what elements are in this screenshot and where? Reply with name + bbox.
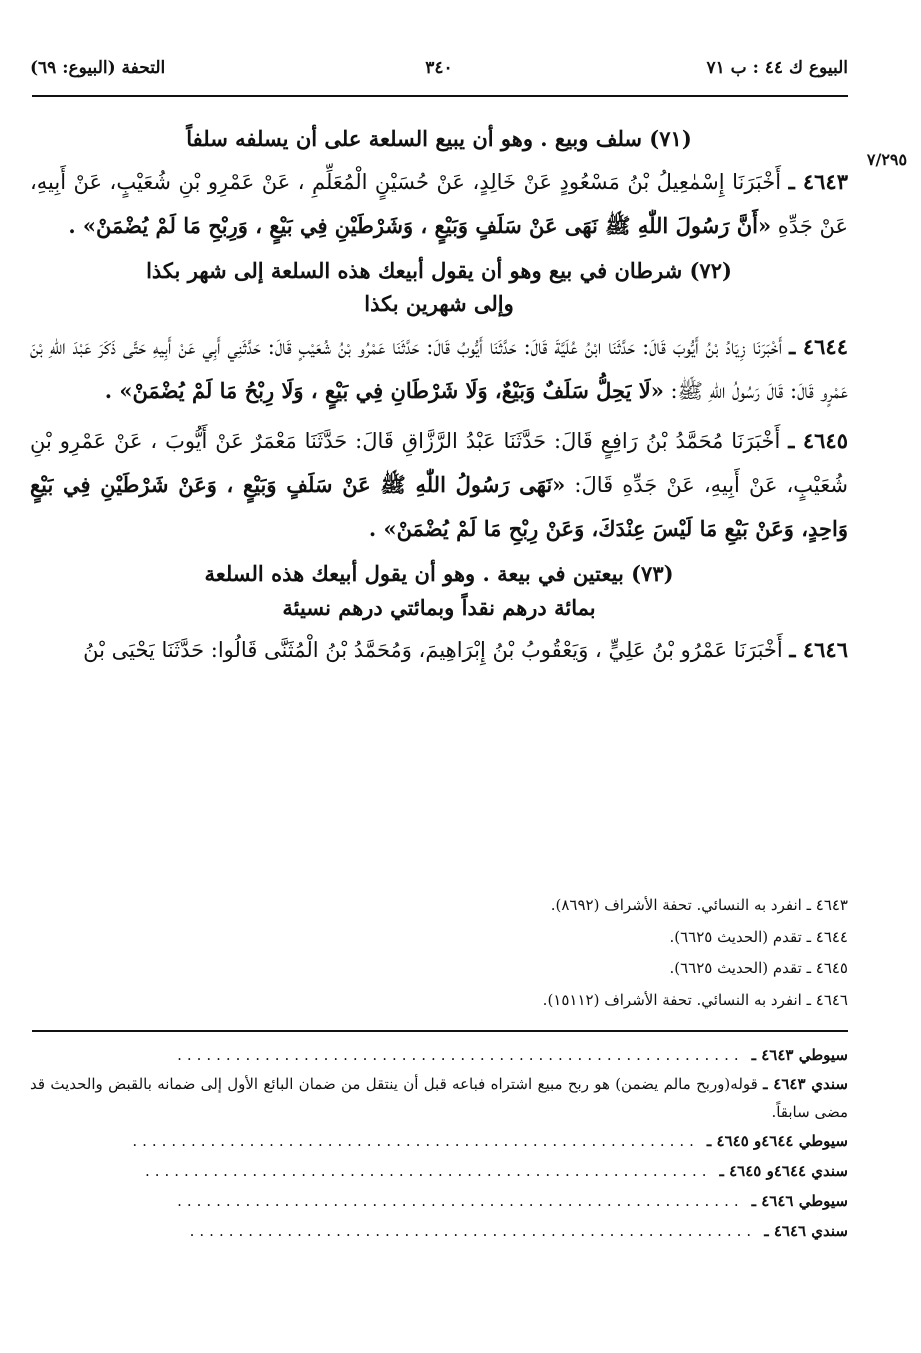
header-chapter-ref: البيوع ك ٤٤ : ب ٧١ [706, 58, 848, 78]
margin-reference: ٧/٢٩٥ [866, 150, 908, 169]
commentary-label: سندي ٤٦٤٦ ـ [764, 1222, 848, 1240]
hadith-isnad: أَخْبَرَنَا إِسْمٰعِيلُ بْنُ مَسْعُودٍ عَنْ خَالِدٍ، عَنْ حُسَيْنٍ الْمُعَلِّمِ ، عَنْ عَمْرِو بْنِ شُعَيْبٍ، عَنْ أَبِيهِ، عَنْ جَدِّهِ [30, 169, 848, 238]
hadith-isnad: أَخْبَرَنَا عَمْرُو بْنُ عَلِيٍّ ، وَيَعْقُوبُ بْنُ إِبْرَاهِيمَ، وَمُحَمَّدُ بْنُ الْمُثَنَّى قَالُوا: حَدَّثَنَا يَحْيَى بْنُ [83, 638, 783, 663]
hadith-number: ٤٦٤٤ ـ [789, 333, 848, 359]
main-text [30, 118, 848, 678]
dotted-leader: .......................................................... [177, 1192, 744, 1210]
hadith-4643 [30, 160, 848, 248]
commentary-line [30, 1040, 848, 1070]
footnote: ٤٦٤٥ ـ تقدم (الحديث ٦٦٢٥). [669, 959, 848, 977]
header-tuhfa-ref: التحفة (البيوع: ٦٩) [30, 58, 166, 78]
header-divider [32, 95, 848, 97]
hadith-number: ٤٦٤٣ ـ [788, 168, 848, 194]
commentary-label: سندي ٤٦٤٤و ٤٦٤٥ ـ [719, 1162, 848, 1180]
commentary-label: سندي ٤٦٤٣ ـ [763, 1075, 848, 1093]
footnote: ٤٦٤٣ ـ انفرد به النسائي. تحفة الأشراف (٨٦٩٢). [550, 896, 848, 914]
hadith-matn: «لَا يَحِلُّ سَلَفٌ وَبَيْعٌ، وَلَا شَرْطَانِ فِي بَيْعٍ ، وَلَا رِبْحُ مَا لَمْ يُضْمَنْ» . [104, 377, 664, 403]
hadith-number: ٤٦٤٦ ـ [789, 637, 848, 663]
chapter-heading-72 [30, 254, 848, 321]
page-number: ٣٤٠ [425, 58, 453, 78]
hadith-matn: «نَهَى رَسُولُ اللّٰهِ ﷺ عَنْ سَلَفٍ وَبَيْعٍ ، وَعَنْ شَرْطَيْنِ فِي بَيْعٍ وَاحِدٍ، وَعَنْ بَيْعِ مَا لَيْسَ عِنْدَكَ، وَعَنْ رِبْحِ مَا لَمْ يُضْمَنْ» . [30, 472, 848, 542]
hadith-4644 [30, 325, 848, 413]
heading-line: وإلى شهرين بكذا [364, 291, 514, 317]
commentary-section [30, 1040, 848, 1246]
hadith-4646 [30, 628, 848, 672]
hadith-isnad: أَخْبَرَنَا مُحَمَّدُ بْنُ رَافِعٍ قَالَ: حَدَّثَنَا عَبْدُ الرَّزَّاقِ قَالَ: حَدَّثَنَا مَعْمَرٌ عَنْ أَيُّوبَ ، عَنْ عَمْرِو بْنِ شُعَيْبٍ، عَنْ أَبِيهِ، عَنْ جَدِّهِ قَالَ: [30, 428, 848, 498]
heading-line: بمائة درهم نقداً وبمائتي درهم نسيئة [282, 594, 596, 620]
hadith-isnad: أَخْبَرَنَا زِيَادُ بْنُ أَيُّوبَ قَالَ: حَدَّثَنَا ابْنُ عُلَيَّةَ قَالَ: حَدَّثَنَا أَيُّوبُ قَالَ: حَدَّثَنَا عَمْرُو بْنُ شُعَيْبٍ قَالَ: حَدَّثَنِي أَبِي عَنْ أَبِيهِ حَتَّى ذَكَرَ عَبْدَ اللّٰهِ بْنَ عَمْرٍو قَالَ: قَالَ رَسُولُ اللّٰهِ ﷺ: [30, 334, 848, 403]
commentary-line [30, 1156, 848, 1186]
dotted-leader: .......................................................... [177, 1046, 744, 1064]
heading-line: (٧١) سلف وبيع . وهو أن يبيع السلعة على أن يسلفه سلفاً [186, 126, 692, 151]
chapter-heading-73 [30, 557, 848, 624]
footnote: ٤٦٤٤ ـ تقدم (الحديث ٦٦٢٥). [669, 927, 848, 946]
heading-line: (٧٢) شرطان في بيع وهو أن يقول أبيعك هذه السلعة إلى شهر بكذا [146, 257, 732, 283]
commentary-text: قوله(وربح مالم يضمن) هو ربح مبيع اشتراه فباعه قبل أن ينتقل من ضمان البائع الأول إلى ضمانه بالقبض والحديث قد مضى سابقاً. [30, 1075, 848, 1121]
footnotes [30, 890, 848, 1016]
hadith-4645 [30, 419, 848, 551]
commentary-label: سيوطي ٤٦٤٤و ٤٦٤٥ ـ [706, 1132, 848, 1150]
commentary-paragraph [30, 1070, 848, 1126]
dotted-leader: .......................................................... [132, 1132, 699, 1150]
hadith-matn: «أَنَّ رَسُولَ اللّٰهِ ﷺ نَهَى عَنْ سَلَفٍ وَبَيْعٍ ، وَشَرْطَيْنِ فِي بَيْعٍ ، وَرِبْحِ مَا لَمْ يُضْمَنْ» . [68, 212, 772, 238]
dotted-leader: .......................................................... [144, 1162, 712, 1180]
running-header [30, 58, 848, 88]
commentary-line [30, 1126, 848, 1156]
hadith-number: ٤٦٤٥ ـ [788, 427, 848, 453]
footnote: ٤٦٤٦ ـ انفرد به النسائي. تحفة الأشراف (١٥١١٢). [542, 990, 848, 1009]
commentary-label: سيوطي ٤٦٤٦ ـ [751, 1192, 848, 1210]
heading-line: (٧٣) بيعتين في بيعة . وهو أن يقول أبيعك هذه السلعة [204, 561, 674, 587]
dotted-leader: .......................................................... [189, 1222, 757, 1240]
commentary-line [30, 1186, 848, 1216]
commentary-label: سيوطي ٤٦٤٣ ـ [751, 1046, 848, 1064]
commentary-line [30, 1216, 848, 1246]
commentary-divider [32, 1030, 848, 1032]
chapter-heading-71 [30, 122, 848, 156]
